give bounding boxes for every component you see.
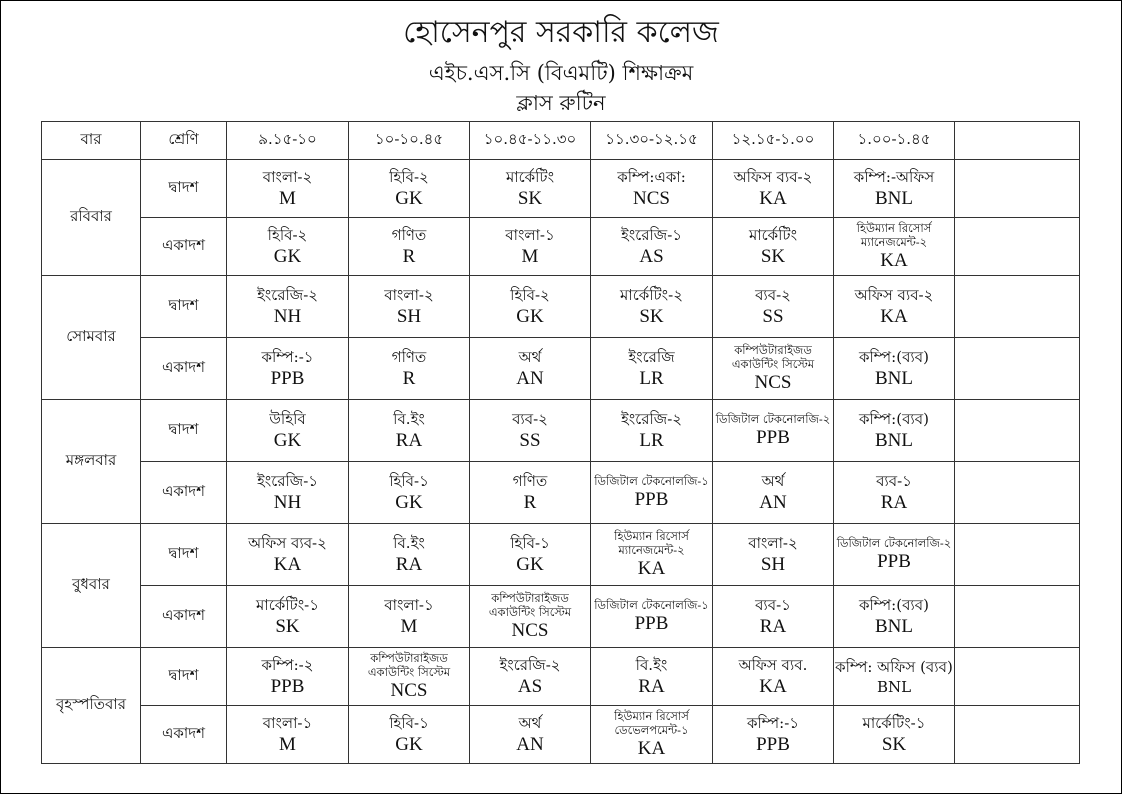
routine-cell bbox=[591, 276, 713, 338]
day-cell: রবিবার bbox=[42, 160, 141, 276]
routine-cell bbox=[227, 648, 349, 706]
subject-name: বাংলা-১ bbox=[262, 713, 313, 732]
teacher-code: PPB bbox=[270, 675, 305, 697]
teacher-code: LR bbox=[639, 429, 664, 451]
routine-cell bbox=[227, 400, 349, 462]
teacher-code: AN bbox=[516, 733, 544, 755]
subject-name: ব্যব-১ bbox=[876, 471, 912, 490]
header-period-4: ১১.৩০-১২.১৫ bbox=[591, 122, 713, 160]
curriculum-subtitle: এইচ.এস.সি (বিএমটি) শিক্ষাক্রম bbox=[428, 61, 694, 85]
routine-cell bbox=[470, 218, 591, 276]
routine-cell bbox=[227, 338, 349, 400]
routine-cell bbox=[713, 160, 834, 218]
routine-cell bbox=[591, 524, 713, 586]
empty-cell bbox=[955, 160, 1080, 218]
teacher-code: R bbox=[523, 491, 537, 513]
routine-cell bbox=[349, 338, 470, 400]
subject-name: কম্পি:(ব্যব) bbox=[859, 409, 929, 428]
teacher-code: SH bbox=[760, 553, 786, 575]
routine-body bbox=[42, 160, 1080, 764]
routine-cell bbox=[470, 462, 591, 524]
teacher-code: M bbox=[521, 245, 539, 267]
routine-cell bbox=[227, 462, 349, 524]
day-cell: মঙ্গলবার bbox=[42, 400, 141, 524]
class-cell: দ্বাদশ bbox=[141, 276, 227, 338]
subject-name: গণিত bbox=[391, 347, 427, 366]
teacher-code: BNL bbox=[875, 367, 913, 389]
routine-cell bbox=[349, 462, 470, 524]
teacher-code: SK bbox=[760, 245, 786, 267]
subject-name: ডিজিটাল টেকনোলজি-১ bbox=[594, 597, 709, 612]
table-row bbox=[42, 648, 1080, 706]
subject-name: কম্পি:-১ bbox=[261, 347, 314, 366]
subject-name: বি.ইং bbox=[635, 655, 668, 674]
routine-cell bbox=[470, 338, 591, 400]
subject-name: মার্কেটিং-১ bbox=[862, 713, 926, 732]
empty-cell bbox=[955, 338, 1080, 400]
subject-name: ব্যব-২ bbox=[512, 409, 548, 428]
teacher-code: GK bbox=[395, 733, 423, 755]
subject-name: কম্পি: অফিস (ব্যব) BNL bbox=[835, 657, 953, 696]
routine-cell bbox=[470, 586, 591, 648]
routine-cell bbox=[834, 276, 955, 338]
routine-cell bbox=[349, 586, 470, 648]
subject-name: কম্পি:(ব্যব) bbox=[859, 347, 929, 366]
table-row bbox=[42, 706, 1080, 764]
routine-cell bbox=[591, 400, 713, 462]
teacher-code: KA bbox=[759, 675, 787, 697]
class-cell: দ্বাদশ bbox=[141, 400, 227, 462]
subject-name: অর্থ bbox=[761, 471, 785, 490]
day-cell: সোমবার bbox=[42, 276, 141, 400]
teacher-code: SK bbox=[639, 305, 664, 327]
routine-cell bbox=[227, 276, 349, 338]
table-row bbox=[42, 276, 1080, 338]
table-row bbox=[42, 218, 1080, 276]
subject-name: বাংলা-১ bbox=[505, 225, 555, 244]
teacher-code: GK bbox=[395, 491, 423, 513]
subject-name: বি.ইং bbox=[393, 409, 425, 428]
subject-name: হিবি-১ bbox=[389, 713, 429, 732]
class-cell: একাদশ bbox=[141, 586, 227, 648]
routine-cell bbox=[349, 160, 470, 218]
routine-cell bbox=[227, 524, 349, 586]
teacher-code: PPB bbox=[634, 612, 669, 634]
routine-cell bbox=[470, 706, 591, 764]
class-cell: দ্বাদশ bbox=[141, 648, 227, 706]
subject-name: ইংরেজি bbox=[628, 347, 675, 366]
day-cell: বুধবার bbox=[42, 524, 141, 648]
class-cell: একাদশ bbox=[141, 218, 227, 276]
routine-cell bbox=[591, 462, 713, 524]
subject-name: মার্কেটিং bbox=[505, 167, 555, 186]
subject-name: হিউম্যান রিসোর্স ম্যানেজমেন্ট-২ bbox=[614, 528, 689, 557]
teacher-code: M bbox=[279, 187, 296, 209]
teacher-code: GK bbox=[516, 305, 544, 327]
teacher-code: RA bbox=[880, 491, 908, 513]
teacher-code: KA bbox=[880, 305, 908, 327]
teacher-code: KA bbox=[273, 553, 302, 575]
teacher-code: R bbox=[402, 367, 416, 389]
teacher-code: PPB bbox=[756, 733, 790, 755]
subject-name: কম্পি:-২ bbox=[261, 655, 314, 674]
subject-name: অর্থ bbox=[518, 347, 542, 366]
routine-caption: ক্লাস রুটিন bbox=[516, 91, 606, 115]
teacher-code: KA bbox=[759, 187, 787, 209]
subject-name: ডিজিটাল টেকনোলজি-২ bbox=[715, 411, 831, 426]
class-cell: দ্বাদশ bbox=[141, 524, 227, 586]
teacher-code: M bbox=[279, 733, 296, 755]
routine-cell bbox=[834, 524, 955, 586]
subject-name: বাংলা-২ bbox=[748, 533, 798, 552]
empty-cell bbox=[955, 524, 1080, 586]
routine-cell bbox=[349, 648, 470, 706]
empty-cell bbox=[955, 400, 1080, 462]
routine-cell bbox=[470, 400, 591, 462]
subject-name: হিবি-১ bbox=[389, 471, 429, 490]
routine-cell bbox=[713, 462, 834, 524]
header-period-2: ১০-১০.৪৫ bbox=[349, 122, 470, 160]
subject-name: মার্কেটিং-২ bbox=[620, 285, 683, 304]
header-period-3: ১০.৪৫-১১.৩০ bbox=[470, 122, 591, 160]
routine-cell bbox=[349, 524, 470, 586]
teacher-code: RA bbox=[395, 553, 423, 575]
teacher-code: SK bbox=[275, 615, 300, 637]
header-period-6: ১.০০-১.৪৫ bbox=[834, 122, 955, 160]
routine-cell bbox=[349, 218, 470, 276]
teacher-code: GK bbox=[273, 245, 302, 267]
header-extra bbox=[955, 122, 1080, 160]
college-title: হোসেনপুর সরকারি কলেজ bbox=[403, 15, 719, 50]
teacher-code: NCS bbox=[754, 371, 792, 393]
routine-cell bbox=[591, 338, 713, 400]
subject-name: উহিবি bbox=[269, 409, 306, 428]
teacher-code: PPB bbox=[877, 550, 911, 572]
teacher-code: NH bbox=[273, 305, 302, 327]
teacher-code: RA bbox=[759, 615, 787, 637]
subject-name: অফিস ব্যব. bbox=[738, 655, 808, 674]
teacher-code: M bbox=[400, 615, 418, 637]
subject-name: হিবি-২ bbox=[267, 225, 308, 244]
teacher-code: KA bbox=[880, 249, 908, 271]
subject-name: ব্যব-২ bbox=[755, 285, 791, 304]
day-cell: বৃহস্পতিবার bbox=[42, 648, 141, 764]
teacher-code: BNL bbox=[875, 429, 913, 451]
subject-name: বাংলা-২ bbox=[384, 285, 434, 304]
teacher-code: LR bbox=[639, 367, 664, 389]
subject-name: অফিস ব্যব-২ bbox=[248, 533, 327, 552]
subject-name: হিউম্যান রিসোর্স ম্যানেজমেন্ট-২ bbox=[856, 220, 932, 249]
routine-cell bbox=[591, 648, 713, 706]
class-cell: একাদশ bbox=[141, 706, 227, 764]
routine-cell bbox=[349, 706, 470, 764]
teacher-code: BNL bbox=[875, 187, 913, 209]
routine-cell bbox=[713, 524, 834, 586]
routine-cell bbox=[349, 400, 470, 462]
teacher-code: BNL bbox=[875, 615, 913, 637]
table-row bbox=[42, 586, 1080, 648]
routine-cell bbox=[834, 400, 955, 462]
teacher-code: SS bbox=[519, 429, 541, 451]
subject-name: ইংরেজি-২ bbox=[256, 285, 319, 304]
teacher-code: KA bbox=[637, 737, 666, 759]
table-row bbox=[42, 160, 1080, 218]
teacher-code: SS bbox=[762, 305, 784, 327]
routine-cell bbox=[713, 586, 834, 648]
routine-cell bbox=[227, 218, 349, 276]
routine-cell bbox=[713, 400, 834, 462]
routine-cell bbox=[834, 586, 955, 648]
routine-cell bbox=[470, 160, 591, 218]
teacher-code: AS bbox=[517, 675, 543, 697]
teacher-code: SK bbox=[517, 187, 543, 209]
subject-name: অর্থ bbox=[518, 713, 542, 732]
routine-cell bbox=[834, 218, 955, 276]
routine-cell bbox=[227, 586, 349, 648]
header-period-1: ৯.১৫-১০ bbox=[227, 122, 349, 160]
subject-name: অফিস ব্যব-২ bbox=[854, 285, 934, 304]
empty-cell bbox=[955, 218, 1080, 276]
subject-name: বাংলা-২ bbox=[262, 167, 313, 186]
subject-name: হিবি-২ bbox=[510, 285, 550, 304]
empty-cell bbox=[955, 276, 1080, 338]
table-row bbox=[42, 524, 1080, 586]
routine-cell bbox=[834, 160, 955, 218]
empty-cell bbox=[955, 586, 1080, 648]
routine-cell bbox=[713, 276, 834, 338]
teacher-code: PPB bbox=[756, 426, 790, 448]
subject-name: ইংরেজি-২ bbox=[499, 655, 561, 674]
teacher-code: GK bbox=[516, 553, 544, 575]
class-cell: একাদশ bbox=[141, 338, 227, 400]
subject-name: ব্যব-১ bbox=[755, 595, 791, 614]
routine-cell bbox=[470, 276, 591, 338]
subject-name: হিউম্যান রিসোর্স ডেভেলপমেন্ট-১ bbox=[614, 708, 689, 737]
teacher-code: NH bbox=[273, 491, 302, 513]
table-row bbox=[42, 338, 1080, 400]
subject-name: গণিত bbox=[512, 471, 548, 490]
routine-cell bbox=[591, 218, 713, 276]
empty-cell bbox=[955, 648, 1080, 706]
routine-cell bbox=[227, 706, 349, 764]
teacher-code: R bbox=[402, 245, 416, 267]
subject-name: বাংলা-১ bbox=[384, 595, 434, 614]
routine-cell bbox=[834, 338, 955, 400]
routine-cell bbox=[349, 276, 470, 338]
teacher-code: NCS bbox=[511, 619, 549, 641]
teacher-code: PPB bbox=[634, 488, 669, 510]
subject-name: বি.ইং bbox=[393, 533, 425, 552]
header-day: বার bbox=[42, 122, 141, 160]
teacher-code: AN bbox=[516, 367, 544, 389]
subject-name: কম্পি:একা: bbox=[617, 167, 686, 186]
subject-name: কম্পিউটারাইজড একাউন্টিং সিস্টেম bbox=[488, 590, 572, 619]
subject-name: গণিত bbox=[391, 225, 427, 244]
subject-name: ইংরেজি-১ bbox=[620, 225, 683, 244]
teacher-code: PPB bbox=[270, 367, 305, 389]
teacher-code: NCS bbox=[390, 679, 428, 701]
subject-name: মার্কেটিং bbox=[748, 225, 798, 244]
subject-name: কম্পিউটারাইজড একাউন্টিং সিস্টেম bbox=[367, 650, 451, 679]
routine-cell bbox=[834, 706, 955, 764]
teacher-code: RA bbox=[395, 429, 423, 451]
routine-cell bbox=[227, 160, 349, 218]
teacher-code: AN bbox=[759, 491, 787, 513]
class-cell: একাদশ bbox=[141, 462, 227, 524]
teacher-code: KA bbox=[637, 557, 666, 579]
teacher-code: GK bbox=[395, 187, 423, 209]
header-period-5: ১২.১৫-১.০০ bbox=[713, 122, 834, 160]
subject-name: হিবি-১ bbox=[510, 533, 550, 552]
routine-cell bbox=[713, 706, 834, 764]
teacher-code: NCS bbox=[633, 187, 670, 209]
empty-cell bbox=[955, 706, 1080, 764]
routine-cell bbox=[713, 218, 834, 276]
table-row bbox=[42, 400, 1080, 462]
subject-name: অফিস ব্যব-২ bbox=[733, 167, 813, 186]
subject-name: ডিজিটাল টেকনোলজি-১ bbox=[594, 473, 709, 488]
subject-name: ডিজিটাল টেকনোলজি-২ bbox=[836, 535, 952, 550]
subject-name: কম্পি:(ব্যব) bbox=[859, 595, 929, 614]
routine-cell bbox=[591, 706, 713, 764]
subject-name: ইংরেজি-১ bbox=[256, 471, 319, 490]
table-row bbox=[42, 462, 1080, 524]
header-class: শ্রেণি bbox=[141, 122, 227, 160]
routine-cell bbox=[591, 160, 713, 218]
teacher-code: GK bbox=[273, 429, 302, 451]
class-routine-table bbox=[41, 121, 1080, 764]
teacher-code: AS bbox=[639, 245, 664, 267]
teacher-code: SH bbox=[396, 305, 422, 327]
subject-name: ইংরেজি-২ bbox=[620, 409, 683, 428]
routine-cell bbox=[470, 524, 591, 586]
subject-name: কম্পি:-১ bbox=[746, 713, 800, 732]
subject-name: কম্পি:-অফিস bbox=[853, 167, 935, 186]
routine-cell bbox=[713, 338, 834, 400]
subject-name: হিবি-২ bbox=[389, 167, 429, 186]
routine-cell bbox=[834, 648, 955, 706]
routine-cell bbox=[834, 462, 955, 524]
routine-cell bbox=[591, 586, 713, 648]
routine-cell bbox=[470, 648, 591, 706]
teacher-code: RA bbox=[638, 675, 665, 697]
subject-name: কম্পিউটারাইজড একাউন্টিং সিস্টেম bbox=[731, 342, 815, 371]
teacher-code: SK bbox=[881, 733, 907, 755]
subject-name: মার্কেটিং-১ bbox=[256, 595, 319, 614]
empty-cell bbox=[955, 462, 1080, 524]
routine-cell bbox=[713, 648, 834, 706]
header-row bbox=[42, 122, 1080, 160]
class-cell: দ্বাদশ bbox=[141, 160, 227, 218]
